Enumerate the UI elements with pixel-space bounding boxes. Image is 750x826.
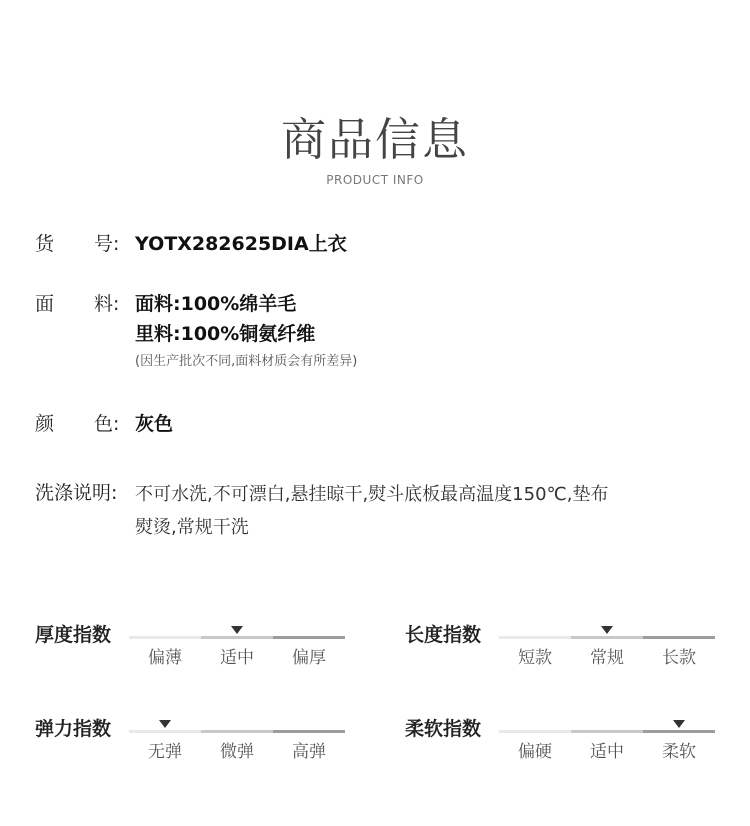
info-row-item-number [35, 229, 720, 259]
fabric-note: (因生产批次不同,面料材质会有所差异) [135, 354, 358, 369]
scale-bar-segment [201, 730, 273, 733]
scale-title: 厚度指数 [35, 624, 112, 646]
item-number-label-b: 号: [94, 233, 120, 255]
info-row-fabric [35, 289, 720, 379]
page-subtitle: PRODUCT INFO [326, 173, 424, 187]
fabric-label-a: 面 [35, 293, 55, 315]
scale-bar-segment [129, 636, 201, 639]
scale-option-label: 适中 [590, 742, 624, 762]
color-value: 灰色 [135, 413, 174, 435]
color-label-a: 颜 [35, 413, 55, 435]
scale-option-label: 无弹 [148, 742, 182, 762]
scale-bar-segment [499, 636, 571, 639]
scale-marker-icon [673, 720, 685, 728]
scale-option-label: 常规 [590, 648, 624, 668]
scale-softness [405, 715, 725, 770]
scale-option-label: 高弹 [292, 742, 326, 762]
scale-bar-segment [499, 730, 571, 733]
scale-option-label: 适中 [220, 648, 254, 668]
scale-option-label: 微弹 [220, 742, 254, 762]
scale-title: 弹力指数 [35, 718, 112, 740]
info-row-wash [35, 478, 720, 548]
scale-bar-segment [201, 636, 273, 639]
fabric-lining: 里料:100%铜氨纤维 [135, 323, 316, 345]
scale-bar-segment [273, 636, 345, 639]
scale-thickness [35, 621, 355, 676]
scale-option-label: 柔软 [662, 742, 696, 762]
scale-option-label: 长款 [662, 648, 696, 668]
scale-option-label: 偏硬 [518, 742, 552, 762]
scale-option-label: 偏厚 [292, 648, 326, 668]
item-number-value: YOTX282625DIA上衣 [135, 233, 347, 255]
page-title: 商品信息 [280, 113, 469, 166]
scale-bar-segment [571, 636, 643, 639]
scale-marker-icon [601, 626, 613, 634]
fabric-outer: 面料:100%绵羊毛 [135, 293, 297, 315]
scale-bar-segment [129, 730, 201, 733]
scale-bar-segment [643, 636, 715, 639]
scale-elasticity [35, 715, 355, 770]
scale-bar-segment [273, 730, 345, 733]
wash-label-text: 洗涤说明: [35, 482, 118, 504]
scale-title: 长度指数 [405, 624, 482, 646]
info-row-color [35, 409, 720, 439]
scale-marker-icon [231, 626, 243, 634]
fabric-label-b: 料: [94, 293, 120, 315]
wash-line-1: 不可水洗,不可漂白,悬挂晾干,熨斗底板最高温度150℃,垫布 [135, 484, 609, 505]
fabric-value [135, 289, 720, 373]
scale-option-label: 短款 [518, 648, 552, 668]
scale-marker-icon [159, 720, 171, 728]
scale-option-label: 偏薄 [148, 648, 182, 668]
color-label-b: 色: [94, 413, 120, 435]
scale-length [405, 621, 725, 676]
wash-value [135, 478, 720, 544]
scale-bar-segment [643, 730, 715, 733]
scale-title: 柔软指数 [405, 718, 482, 740]
item-number-label-a: 货 [35, 233, 55, 255]
wash-line-2: 熨烫,常规干洗 [135, 517, 249, 538]
scale-bar-segment [571, 730, 643, 733]
